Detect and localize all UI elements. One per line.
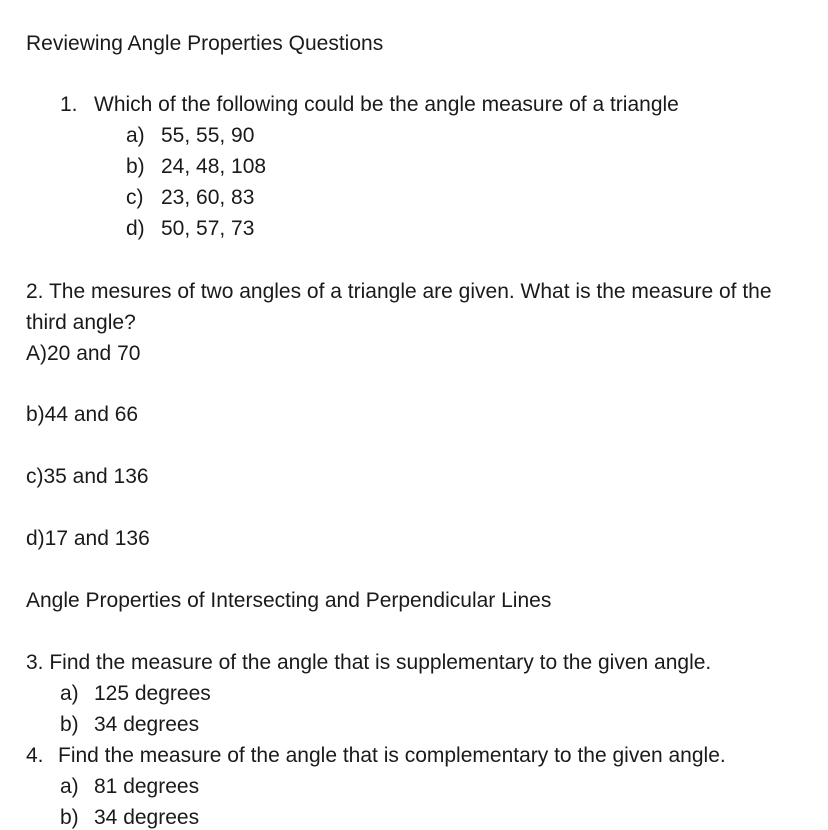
question-4-option-b [60,806,199,830]
question-4 [26,744,726,768]
option-text: 81 degrees [94,775,200,798]
question-2-option-a: A)20 and 70 [26,342,141,365]
question-2-line-1: 2. The mesures of two angles of a triangle are given. What is the measure of the [26,280,772,303]
question-1 [60,93,679,117]
option-text: 23, 60, 83 [161,186,255,209]
option-letter: d) [126,217,145,240]
option-text: 24, 48, 108 [161,155,267,178]
question-2-line-2: third angle? [26,311,136,334]
question-2-option-c: c)35 and 136 [26,465,149,488]
section-heading-intersecting-lines: Angle Properties of Intersecting and Perpendicular Lines [26,589,552,612]
option-letter: b) [60,806,79,829]
question-1-text: Which of the following could be the angle measure of a triangle [94,93,679,116]
question-1-option-d [126,217,254,241]
option-letter: a) [126,124,145,147]
question-3-option-a [60,682,211,706]
question-4-text: Find the measure of the angle that is complementary to the given angle. [58,744,726,767]
question-3-option-b [60,713,199,737]
question-3: 3. Find the measure of the angle that is supplementary to the given angle. [26,651,712,674]
option-text: 50, 57, 73 [161,217,255,240]
option-letter: b) [126,155,145,178]
question-4-option-a [60,775,199,799]
option-letter: b) [60,713,79,736]
question-1-option-c [126,186,254,210]
option-text: 34 degrees [94,806,200,829]
section-heading-reviewing: Reviewing Angle Properties Questions [26,32,384,55]
question-4-number: 4. [26,744,44,767]
question-2-option-d: d)17 and 136 [26,527,150,550]
question-1-option-a [126,124,254,148]
question-1-number: 1. [60,93,78,116]
option-letter: a) [60,775,79,798]
option-text: 55, 55, 90 [161,124,255,147]
option-letter: c) [126,186,144,209]
question-2-option-b: b)44 and 66 [26,403,139,426]
option-text: 125 degrees [94,682,211,705]
option-letter: a) [60,682,79,705]
question-1-option-b [126,155,266,179]
option-text: 34 degrees [94,713,200,736]
